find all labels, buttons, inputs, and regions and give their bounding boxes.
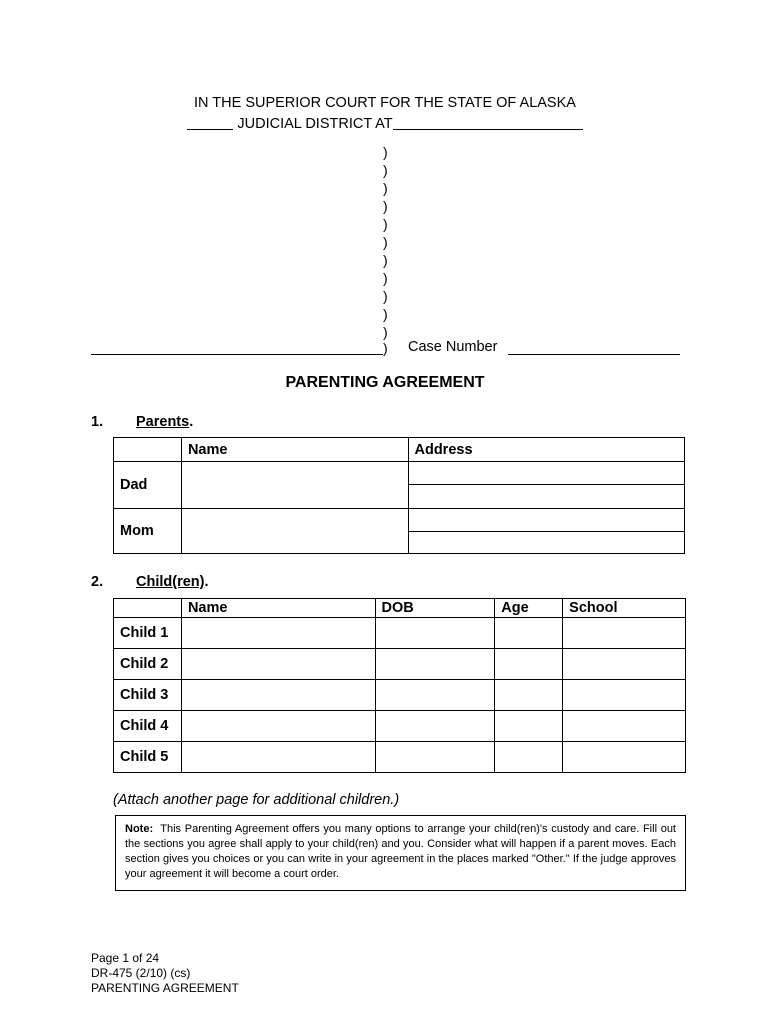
children-header-empty: [114, 599, 182, 618]
section-1-title: [136, 414, 193, 430]
section-1-title-text: Parents: [136, 414, 190, 430]
district-label: JUDICIAL DISTRICT AT: [237, 116, 393, 132]
district-location-blank[interactable]: [393, 114, 583, 130]
child-dob-cell[interactable]: [375, 618, 495, 649]
caption-paren: ): [383, 180, 388, 196]
note-text: This Parenting Agreement offers you many options to arrange your child(ren)'s custody and care. Fill out the sections you agree shall apply to your child(ren) and you. Consider what will happen if a parent moves. Each section gives you choices or you can write in your agreement in the places marked "Other." If the judge approves your agreement it will become a court order.: [125, 823, 676, 880]
parents-header-empty: [114, 438, 182, 462]
child-age-cell[interactable]: [495, 680, 563, 711]
caption-paren: ): [383, 324, 388, 340]
child-age-cell[interactable]: [495, 618, 563, 649]
footer-form-number: DR-475 (2/10) (cs): [91, 966, 191, 980]
dad-address-line-1[interactable]: [408, 462, 685, 485]
children-header-age: Age: [495, 599, 563, 618]
attach-instruction: (Attach another page for additional children.): [113, 792, 400, 808]
document-title: PARENTING AGREEMENT: [285, 374, 485, 391]
note-label: Note:: [125, 823, 154, 835]
parents-table: [113, 437, 685, 554]
caption-paren: ): [383, 162, 388, 178]
children-header-name: Name: [181, 599, 375, 618]
section-2-number: 2.: [91, 574, 104, 590]
section-2-title-text: Child(ren): [136, 574, 205, 590]
mom-name-cell[interactable]: [181, 509, 408, 554]
caption-paren: ): [383, 216, 388, 232]
mom-address-line-2[interactable]: [408, 532, 685, 554]
child-row-label: Child 5: [114, 742, 182, 773]
child-row: [114, 618, 686, 649]
child-row: [114, 649, 686, 680]
parent-row-label: Dad: [114, 462, 182, 509]
child-row-label: Child 3: [114, 680, 182, 711]
child-dob-cell[interactable]: [375, 711, 495, 742]
child-row-label: Child 4: [114, 711, 182, 742]
section-2-title-suffix: .: [204, 574, 209, 590]
parents-header-name: Name: [181, 438, 408, 462]
section-1-number: 1.: [91, 414, 104, 430]
child-row: [114, 742, 686, 773]
parent-row-label: Mom: [114, 509, 182, 554]
section-1-title-suffix: .: [189, 414, 194, 430]
child-school-cell[interactable]: [563, 618, 686, 649]
dad-address-line-2[interactable]: [408, 485, 685, 509]
child-name-cell[interactable]: [181, 680, 375, 711]
caption-paren: ): [383, 288, 388, 304]
caption-paren: ): [383, 340, 388, 356]
district-line: [0, 114, 770, 132]
child-name-cell[interactable]: [181, 649, 375, 680]
case-number-label: Case Number: [408, 339, 498, 355]
note-box: [115, 815, 686, 891]
district-number-blank[interactable]: [187, 114, 233, 130]
child-dob-cell[interactable]: [375, 649, 495, 680]
children-table: [113, 598, 686, 773]
case-number-blank[interactable]: [508, 339, 680, 355]
caption-paren: ): [383, 306, 388, 322]
parents-header-address: Address: [408, 438, 685, 462]
child-name-cell[interactable]: [181, 711, 375, 742]
child-age-cell[interactable]: [495, 742, 563, 773]
caption-paren: ): [383, 252, 388, 268]
child-row: [114, 711, 686, 742]
child-school-cell[interactable]: [563, 649, 686, 680]
child-age-cell[interactable]: [495, 711, 563, 742]
child-school-cell[interactable]: [563, 680, 686, 711]
child-name-cell[interactable]: [181, 618, 375, 649]
party-names-blank[interactable]: [91, 339, 383, 355]
caption-paren: ): [383, 144, 388, 160]
child-dob-cell[interactable]: [375, 742, 495, 773]
child-school-cell[interactable]: [563, 742, 686, 773]
footer-page-number: Page 1 of 24: [91, 951, 160, 965]
caption-paren: ): [383, 270, 388, 286]
children-header-dob: DOB: [375, 599, 495, 618]
child-dob-cell[interactable]: [375, 680, 495, 711]
dad-name-cell[interactable]: [181, 462, 408, 509]
child-name-cell[interactable]: [181, 742, 375, 773]
caption-paren: ): [383, 234, 388, 250]
caption-paren: ): [383, 198, 388, 214]
mom-address-line-1[interactable]: [408, 509, 685, 532]
children-header-school: School: [563, 599, 686, 618]
section-2-title: [136, 574, 209, 590]
child-school-cell[interactable]: [563, 711, 686, 742]
court-heading: IN THE SUPERIOR COURT FOR THE STATE OF ALASKA: [194, 95, 576, 111]
footer-form-name: PARENTING AGREEMENT: [91, 981, 239, 995]
child-row-label: Child 1: [114, 618, 182, 649]
child-row-label: Child 2: [114, 649, 182, 680]
child-age-cell[interactable]: [495, 649, 563, 680]
child-row: [114, 680, 686, 711]
